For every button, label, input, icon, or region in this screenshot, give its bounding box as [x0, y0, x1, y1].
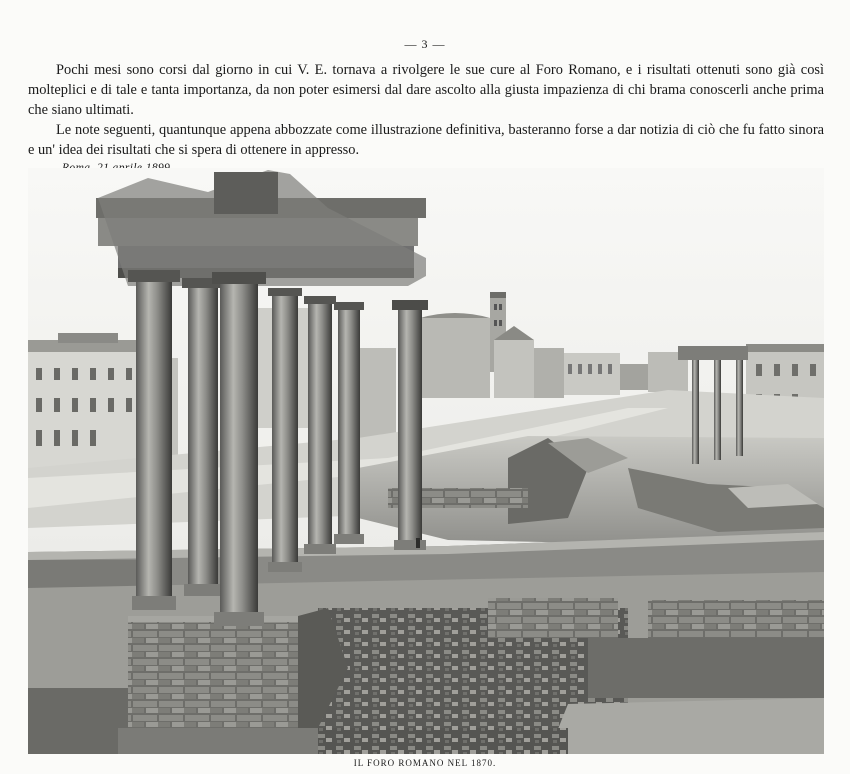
forum-photograph-drawing [28, 168, 824, 754]
paragraph-2: Le note seguenti, quantunque appena abbozzate come illustrazione definitiva, basteranno forse a dar notizia di ciò che fu fatto sinora e un' idea dei risultati che si spera di ottenere in appresso. [28, 122, 824, 158]
figure-caption: IL FORO ROMANO NEL 1870. [353, 758, 497, 768]
body-text [28, 60, 824, 160]
paragraph-1: Pochi mesi sono corsi dal giorno in cui V. E. tornava a rivolgere le sue cure al Foro Romano, e i risultati ottenuti sono già così molteplici e di tale e tanta importanza, da non poter esimersi dal dare ascolto alla giusta impazienza di chi brama conoscerli anche prima che siano ultimati. [28, 62, 824, 118]
page-number: — 3 — [404, 37, 446, 51]
forum-photograph [28, 168, 824, 754]
